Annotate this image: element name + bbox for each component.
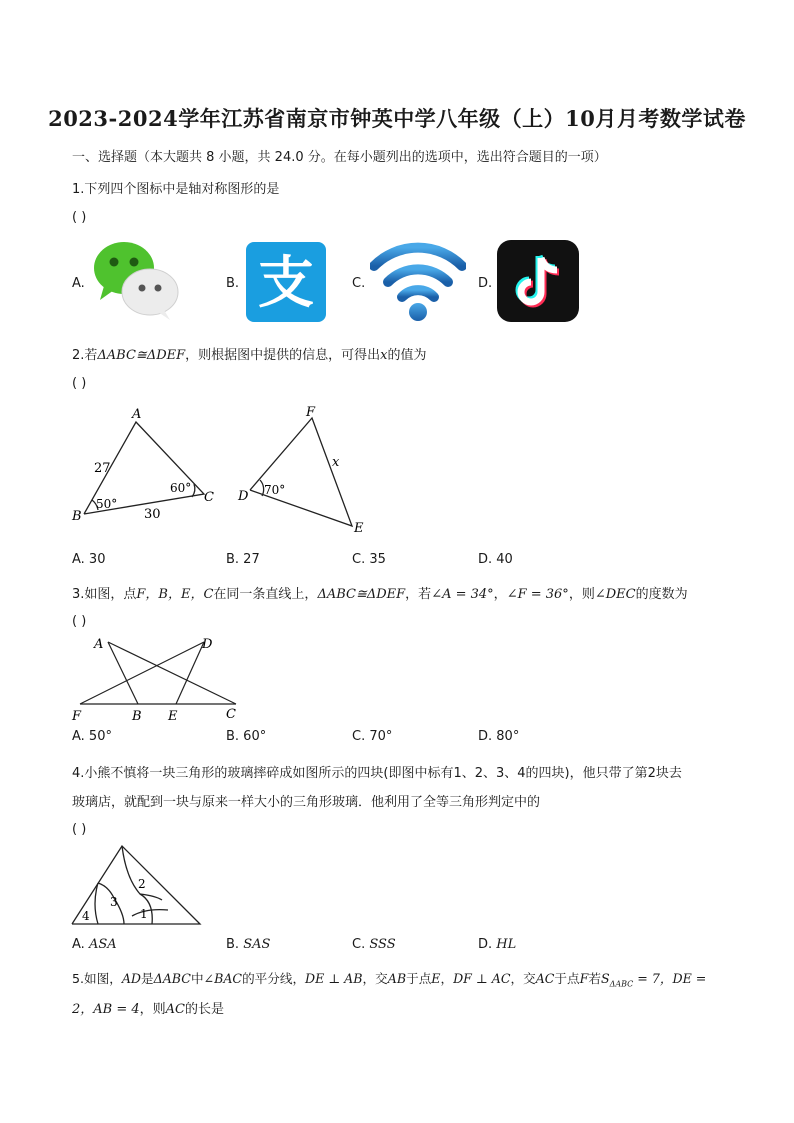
q1-option-c[interactable]: C. — [352, 276, 366, 291]
q4-option-d-text: HL — [496, 937, 517, 952]
q2-stem-post: 的值为 — [387, 348, 427, 363]
q3-stem-mid1: 在同一条直线上， — [213, 587, 318, 602]
label-d: D — [238, 489, 249, 504]
q3-option-d[interactable]: D. 80° — [478, 729, 520, 744]
q4-piece-1: 1 — [140, 907, 148, 921]
q4-option-d-prefix: D. — [478, 937, 497, 952]
q5-l2-ac: AC — [165, 1002, 186, 1017]
q3-label-d: D — [202, 637, 213, 652]
q4-option-b[interactable] — [226, 937, 270, 952]
label-b: B — [72, 509, 82, 524]
q5-l1-ac: AC — [535, 971, 555, 986]
q3-label-f: F — [72, 709, 82, 722]
label-c: C — [204, 490, 214, 505]
q5-stem-line2 — [72, 998, 224, 1017]
q4-broken-glass-figure — [68, 842, 208, 928]
q3-label-a: A — [94, 637, 104, 652]
page-title: 2023-2024学年江苏省南京市钟英中学八年级（上）10月月考数学试卷 — [48, 106, 746, 131]
q5-l2-end: 的长是 — [185, 1002, 225, 1017]
q5-l1-deab: DE ⊥ AB — [305, 971, 363, 986]
q5-l1-abc: ΔABC — [153, 971, 191, 986]
q1-option-a[interactable]: A. — [72, 276, 85, 291]
q2-stem-mid: ，则根据图中提供的信息，可得出 — [185, 348, 381, 363]
q5-l1-ab: AB — [387, 971, 407, 986]
q1-option-b[interactable]: B. — [226, 276, 240, 291]
label-ab-27: 27 — [94, 461, 111, 476]
q2-stem-x: x — [380, 348, 388, 363]
label-a: A — [132, 407, 142, 422]
wifi-icon — [370, 240, 466, 324]
label-f: F — [306, 405, 316, 420]
q3-stem-pre: 3.如图，点 — [72, 587, 137, 602]
q3-stem-angle-a: ∠A = 34° — [431, 587, 494, 602]
q5-l1-de: ，DE = — [659, 971, 707, 986]
q3-stem-angle-dec: ∠DEC — [594, 587, 636, 602]
q5-l1-eq7: = 7 — [633, 971, 660, 986]
q4-answer-paren: ( ) — [72, 822, 87, 837]
label-angle-b: 50° — [96, 497, 118, 511]
q2-option-c[interactable]: C. 35 — [352, 552, 386, 567]
q4-option-b-text: SAS — [243, 937, 271, 952]
q3-crossed-triangles-figure — [68, 634, 248, 722]
q3-stem-congruence: ΔABC≅ΔDEF — [317, 587, 406, 602]
q3-stem-mid2: ，若 — [405, 587, 432, 602]
q5-l1-jiao2: ，交 — [510, 971, 536, 986]
q3-option-a[interactable]: A. 50° — [72, 729, 112, 744]
q5-l2-post: ，则 — [139, 1002, 166, 1017]
wechat-icon — [90, 238, 182, 322]
q2-answer-paren: ( ) — [72, 376, 87, 391]
label-fe-x: x — [332, 455, 340, 470]
q3-stem-angle-f: ∠F = 36° — [506, 587, 569, 602]
q3-label-b: B — [132, 709, 142, 722]
q4-piece-3: 3 — [110, 895, 118, 909]
q4-option-a-text: ASA — [88, 937, 117, 952]
q3-stem-sep: ， — [493, 587, 507, 602]
q5-l1-s: S — [600, 971, 610, 986]
q5-l1-sub: ΔABC — [609, 979, 634, 989]
q5-l2-ab4: ，AB = 4 — [80, 1002, 140, 1017]
alipay-icon — [246, 242, 326, 322]
label-e: E — [354, 521, 364, 534]
q2-stem-pre: 2.若 — [72, 348, 98, 363]
tiktok-icon — [497, 240, 579, 322]
q4-piece-4: 4 — [82, 909, 90, 923]
q5-l1-yudian2: 于点 — [554, 971, 580, 986]
q5-l1-comma: ， — [440, 971, 454, 986]
q3-answer-paren: ( ) — [72, 614, 87, 629]
q2-stem-math: ΔABC≅ΔDEF — [97, 348, 186, 363]
label-angle-c: 60° — [170, 481, 192, 495]
q3-option-c[interactable]: C. 70° — [352, 729, 393, 744]
q4-stem-line1: 4.小熊不慎将一块三角形的玻璃摔碎成如图所示的四块(即图中标有1、2、3、4的四块)，他只带了第2块去 — [72, 766, 682, 781]
q4-piece-2: 2 — [138, 877, 146, 891]
q5-l1-ad: AD — [121, 971, 142, 986]
q4-option-d[interactable] — [478, 937, 516, 952]
q2-option-b[interactable]: B. 27 — [226, 552, 260, 567]
q2-triangles-figure — [68, 402, 378, 534]
q5-l1-pre: 5.如图， — [72, 971, 122, 986]
q5-l1-bac: ∠BAC — [203, 971, 243, 986]
q3-stem — [72, 583, 688, 602]
q4-option-a[interactable] — [72, 937, 117, 952]
q5-l1-dfac: DF ⊥ AC — [453, 971, 511, 986]
q1-stem: 1.下列四个图标中是轴对称图形的是 — [72, 182, 280, 197]
q5-l1-e: E — [431, 971, 441, 986]
alipay-char: 支 — [258, 250, 314, 316]
label-angle-d: 70° — [264, 483, 286, 497]
q4-option-b-prefix: B. — [226, 937, 244, 952]
q2-option-a[interactable]: A. 30 — [72, 552, 106, 567]
q3-stem-points: F，B，E，C — [136, 587, 214, 602]
q5-l2-val: 2 — [72, 1002, 81, 1017]
q4-stem-line2: 玻璃店，就配到一块与原来一样大小的三角形玻璃．他利用了全等三角形判定中的 — [72, 795, 541, 810]
section-header: 一、选择题（本大题共 8 小题，共 24.0 分。在每小题列出的选项中，选出符合题目的一项） — [72, 150, 607, 165]
q3-stem-post: 的度数为 — [635, 587, 688, 602]
q2-stem — [72, 344, 427, 363]
q2-option-d[interactable]: D. 40 — [478, 552, 513, 567]
q5-l1-ruo: 若 — [588, 971, 601, 986]
q5-l1-zhong: 中 — [190, 971, 204, 986]
q4-option-c[interactable] — [352, 937, 396, 952]
q1-option-d[interactable]: D. — [478, 276, 493, 291]
q5-l1-is: 是 — [141, 971, 154, 986]
q4-option-c-prefix: C. — [352, 937, 370, 952]
label-bc-30: 30 — [144, 507, 161, 522]
q3-label-c: C — [226, 707, 236, 722]
q3-stem-mid3: ，则 — [568, 587, 595, 602]
triangle-def — [250, 418, 352, 526]
q4-option-a-prefix: A. — [72, 937, 89, 952]
q5-stem-line1 — [72, 968, 706, 989]
q5-l1-bisect: 的平分线， — [242, 971, 306, 986]
q1-answer-paren: ( ) — [72, 210, 87, 225]
q3-option-b[interactable]: B. 60° — [226, 729, 267, 744]
q4-option-c-text: SSS — [369, 937, 396, 952]
q3-label-e: E — [168, 709, 178, 722]
q5-l1-yudian1: 于点 — [406, 971, 432, 986]
q5-l1-f: F — [579, 971, 589, 986]
q5-l1-jiao1: ，交 — [362, 971, 388, 986]
